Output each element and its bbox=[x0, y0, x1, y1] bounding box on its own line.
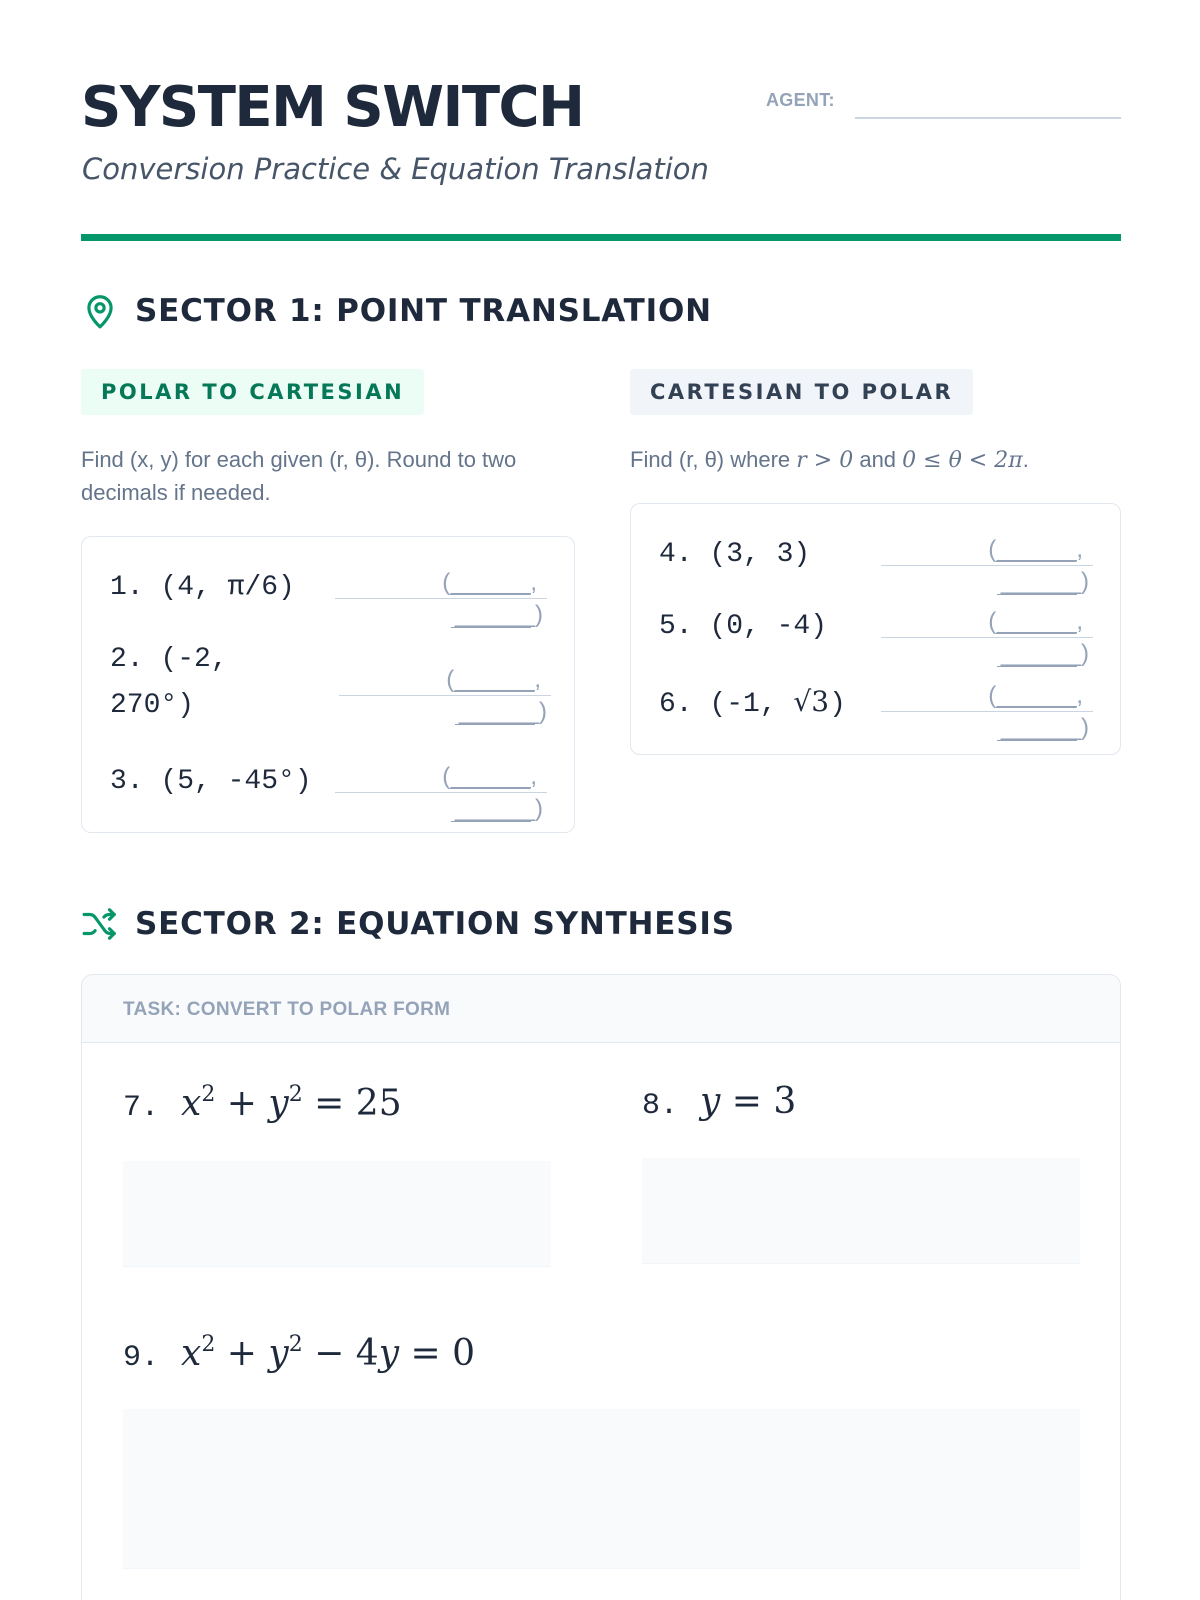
sector2-heading bbox=[81, 905, 735, 943]
p7-y-exp: 2 bbox=[288, 1082, 303, 1107]
problem-6 bbox=[659, 679, 846, 728]
problem-7-equation bbox=[181, 1083, 402, 1124]
answer-field-6[interactable] bbox=[881, 682, 1093, 742]
sector1-heading bbox=[81, 292, 712, 330]
polar-to-cartesian-instruction: Find (x, y) for each given (r, θ). Round to two decimals if needed. bbox=[81, 447, 517, 505]
p7-plus: + bbox=[215, 1083, 269, 1124]
answer-close: ______) bbox=[454, 601, 543, 628]
p9-x-exp: 2 bbox=[201, 1332, 216, 1357]
instruction-condition-theta: 0 ≤ θ < 2π bbox=[902, 448, 1023, 473]
work-area-9[interactable] bbox=[123, 1409, 1080, 1569]
agent-label: AGENT: bbox=[766, 90, 835, 110]
p9-y-exp: 2 bbox=[288, 1332, 303, 1357]
work-area-7[interactable] bbox=[123, 1161, 551, 1267]
answer-field-5[interactable] bbox=[881, 608, 1093, 668]
instruction-condition-r: r > 0 bbox=[796, 448, 854, 473]
answer-open: (______, bbox=[446, 666, 541, 693]
answer-close: ______) bbox=[1000, 568, 1089, 595]
p7-rhs: = 25 bbox=[302, 1083, 402, 1124]
problem-3: 3. (5, -45°) bbox=[110, 766, 312, 797]
answer-close: ______) bbox=[454, 795, 543, 822]
p9-rhs: = 0 bbox=[399, 1333, 476, 1374]
p8-y: y bbox=[700, 1081, 721, 1122]
problem-7 bbox=[123, 1083, 402, 1125]
cartesian-to-polar-tag: CARTESIAN TO POLAR bbox=[630, 369, 973, 415]
problem-5: 5. (0, -4) bbox=[659, 611, 828, 642]
header-divider bbox=[81, 234, 1121, 241]
instruction-period: . bbox=[1022, 447, 1029, 472]
polar-to-cartesian-tag: POLAR TO CARTESIAN bbox=[81, 369, 424, 415]
answer-open: (______, bbox=[442, 569, 537, 596]
answer-open: (______, bbox=[988, 608, 1083, 635]
task-label: TASK: CONVERT TO POLAR FORM bbox=[123, 999, 451, 1020]
instruction-prefix: Find (r, θ) where bbox=[630, 447, 797, 472]
cartesian-to-polar-card bbox=[630, 503, 1121, 755]
page-subtitle: Conversion Practice & Equation Translation bbox=[82, 152, 709, 186]
answer-open: (______, bbox=[988, 536, 1083, 563]
p9-minus-4: − 4 bbox=[302, 1333, 379, 1374]
page-title: SYSTEM SWITCH bbox=[81, 75, 584, 140]
answer-open: (______, bbox=[442, 763, 537, 790]
problem-9 bbox=[123, 1333, 475, 1375]
p9-plus: + bbox=[215, 1333, 269, 1374]
problem-8 bbox=[642, 1081, 796, 1123]
answer-field-3[interactable] bbox=[335, 763, 547, 823]
problem-9-number: 9. bbox=[123, 1341, 160, 1375]
agent-name-field[interactable] bbox=[855, 117, 1121, 119]
answer-field-2[interactable] bbox=[339, 666, 551, 726]
answer-close: ______) bbox=[1000, 640, 1089, 667]
problem-2-line2: 270°) bbox=[110, 690, 195, 721]
sector2-title: SECTOR 2: EQUATION SYNTHESIS bbox=[135, 906, 735, 942]
answer-field-1[interactable] bbox=[335, 569, 547, 629]
problem-6-suffix: ) bbox=[829, 689, 846, 720]
p9-y2: y bbox=[378, 1333, 400, 1374]
sector1-title: SECTOR 1: POINT TRANSLATION bbox=[135, 293, 712, 329]
p9-x: x bbox=[181, 1333, 202, 1374]
cartesian-to-polar-instruction bbox=[630, 443, 1121, 477]
problem-2 bbox=[110, 637, 228, 729]
problem-2-line1: 2. (-2, bbox=[110, 644, 228, 675]
shuffle-icon bbox=[81, 905, 119, 943]
problem-8-number: 8. bbox=[642, 1089, 679, 1123]
polar-to-cartesian-card bbox=[81, 536, 575, 833]
work-area-8[interactable] bbox=[642, 1158, 1080, 1264]
p7-y: y bbox=[268, 1083, 289, 1124]
answer-close: ______) bbox=[458, 698, 547, 725]
p7-x-exp: 2 bbox=[201, 1082, 216, 1107]
p9-y: y bbox=[268, 1333, 289, 1374]
instruction-and: and bbox=[853, 447, 903, 472]
answer-field-4[interactable] bbox=[881, 536, 1093, 596]
answer-open: (______, bbox=[988, 682, 1083, 709]
map-pin-icon bbox=[81, 292, 119, 330]
problem-6-root: √3 bbox=[793, 685, 830, 718]
problem-6-prefix: 6. (-1, bbox=[659, 689, 794, 720]
p7-x: x bbox=[181, 1083, 202, 1124]
task-header bbox=[82, 975, 1120, 1043]
problem-1: 1. (4, π/6) bbox=[110, 572, 295, 603]
answer-close: ______) bbox=[1000, 714, 1089, 741]
problem-4: 4. (3, 3) bbox=[659, 539, 811, 570]
equation-synthesis-panel bbox=[81, 974, 1121, 1600]
p8-rhs: = 3 bbox=[720, 1081, 797, 1122]
problem-7-number: 7. bbox=[123, 1091, 160, 1125]
problem-9-equation bbox=[181, 1333, 475, 1374]
problem-8-equation bbox=[700, 1081, 796, 1122]
